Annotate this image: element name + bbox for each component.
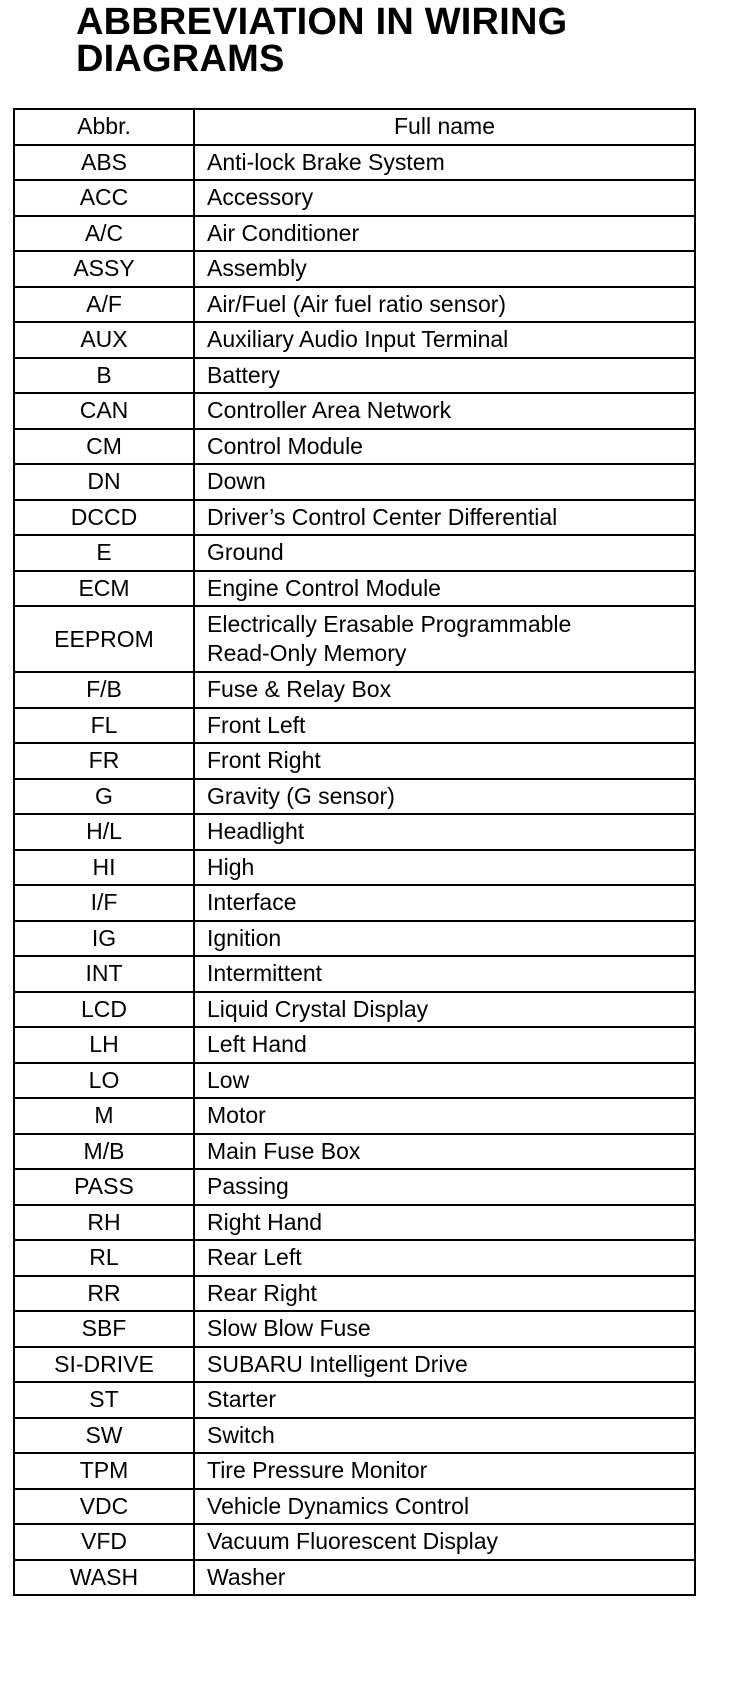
full-name-cell: Main Fuse Box xyxy=(194,1134,695,1170)
abbr-cell: SBF xyxy=(14,1311,194,1347)
table-row xyxy=(14,885,695,921)
table-row xyxy=(14,287,695,323)
abbr-cell: H/L xyxy=(14,814,194,850)
full-name-cell: Starter xyxy=(194,1382,695,1418)
table-row xyxy=(14,1560,695,1596)
full-name-cell: Auxiliary Audio Input Terminal xyxy=(194,322,695,358)
full-name-cell: Vacuum Fluorescent Display xyxy=(194,1524,695,1560)
full-name-cell: Vehicle Dynamics Control xyxy=(194,1489,695,1525)
table-row xyxy=(14,1205,695,1241)
full-name-cell: Right Hand xyxy=(194,1205,695,1241)
table-row xyxy=(14,1311,695,1347)
abbr-cell: DCCD xyxy=(14,500,194,536)
abbr-cell: A/C xyxy=(14,216,194,252)
table-row xyxy=(14,1382,695,1418)
full-name-cell: Liquid Crystal Display xyxy=(194,992,695,1028)
abbr-cell: RR xyxy=(14,1276,194,1312)
table-row xyxy=(14,1063,695,1099)
full-name-cell: Air Conditioner xyxy=(194,216,695,252)
table-row xyxy=(14,814,695,850)
abbr-cell: M/B xyxy=(14,1134,194,1170)
full-name-cell: Assembly xyxy=(194,251,695,287)
full-name-cell: Tire Pressure Monitor xyxy=(194,1453,695,1489)
full-name-cell: Rear Left xyxy=(194,1240,695,1276)
abbr-cell: CAN xyxy=(14,393,194,429)
table-row xyxy=(14,500,695,536)
full-name-cell: Driver’s Control Center Differential xyxy=(194,500,695,536)
abbr-cell: PASS xyxy=(14,1169,194,1205)
table-row xyxy=(14,535,695,571)
table-row xyxy=(14,216,695,252)
abbr-cell: LO xyxy=(14,1063,194,1099)
table-row xyxy=(14,1489,695,1525)
abbr-cell: ABS xyxy=(14,145,194,181)
abbr-cell: A/F xyxy=(14,287,194,323)
abbr-cell: EEPROM xyxy=(14,606,194,672)
full-name-cell: SUBARU Intelligent Drive xyxy=(194,1347,695,1383)
abbr-cell: WASH xyxy=(14,1560,194,1596)
full-name-cell: Slow Blow Fuse xyxy=(194,1311,695,1347)
full-name-cell: Front Left xyxy=(194,708,695,744)
full-name-cell: Accessory xyxy=(194,180,695,216)
table-row xyxy=(14,429,695,465)
table-body xyxy=(14,145,695,1596)
full-name-cell: Switch xyxy=(194,1418,695,1454)
abbr-cell: AUX xyxy=(14,322,194,358)
abbr-cell: IG xyxy=(14,921,194,957)
full-name-cell: Engine Control Module xyxy=(194,571,695,607)
table-row xyxy=(14,180,695,216)
full-name-cell: Washer xyxy=(194,1560,695,1596)
abbreviation-table xyxy=(13,108,696,1596)
table-row xyxy=(14,708,695,744)
table-row xyxy=(14,1240,695,1276)
abbr-cell: SW xyxy=(14,1418,194,1454)
full-name-cell: Battery xyxy=(194,358,695,394)
column-header-abbr: Abbr. xyxy=(14,109,194,145)
abbr-cell: DN xyxy=(14,464,194,500)
abbr-cell: ECM xyxy=(14,571,194,607)
full-name-cell: Left Hand xyxy=(194,1027,695,1063)
abbr-cell: TPM xyxy=(14,1453,194,1489)
table-row xyxy=(14,571,695,607)
page-title: ABBREVIATION IN WIRING DIAGRAMS xyxy=(76,1,568,80)
table-row xyxy=(14,322,695,358)
full-name-cell: Gravity (G sensor) xyxy=(194,779,695,815)
full-name-cell: Fuse & Relay Box xyxy=(194,672,695,708)
full-name-cell: Low xyxy=(194,1063,695,1099)
table-row xyxy=(14,1453,695,1489)
full-name-cell: Headlight xyxy=(194,814,695,850)
table-header-row xyxy=(14,109,695,145)
abbr-cell: HI xyxy=(14,850,194,886)
abbr-cell: CM xyxy=(14,429,194,465)
abbr-cell: INT xyxy=(14,956,194,992)
abbr-cell: FR xyxy=(14,743,194,779)
table-row xyxy=(14,393,695,429)
full-name-cell: Passing xyxy=(194,1169,695,1205)
full-name-cell: Ground xyxy=(194,535,695,571)
abbr-cell: ASSY xyxy=(14,251,194,287)
table-row xyxy=(14,606,695,672)
abbr-cell: LH xyxy=(14,1027,194,1063)
abbr-cell: E xyxy=(14,535,194,571)
abbr-cell: I/F xyxy=(14,885,194,921)
abbr-cell: ST xyxy=(14,1382,194,1418)
table-row xyxy=(14,1418,695,1454)
table-row xyxy=(14,1169,695,1205)
table-row xyxy=(14,251,695,287)
table-row xyxy=(14,1134,695,1170)
full-name-cell: Anti-lock Brake System xyxy=(194,145,695,181)
abbr-cell: VDC xyxy=(14,1489,194,1525)
full-name-cell: Down xyxy=(194,464,695,500)
abbr-cell: F/B xyxy=(14,672,194,708)
abbr-cell: RH xyxy=(14,1205,194,1241)
full-name-cell: Electrically Erasable Programmable Read-Only Memory xyxy=(194,606,695,672)
full-name-cell: Interface xyxy=(194,885,695,921)
full-name-cell: Intermittent xyxy=(194,956,695,992)
full-name-cell: Ignition xyxy=(194,921,695,957)
table-row xyxy=(14,1027,695,1063)
table-row xyxy=(14,779,695,815)
abbr-cell: ACC xyxy=(14,180,194,216)
table-row xyxy=(14,850,695,886)
table-row xyxy=(14,672,695,708)
table-row xyxy=(14,1524,695,1560)
abbr-cell: G xyxy=(14,779,194,815)
table-row xyxy=(14,1347,695,1383)
full-name-cell: Controller Area Network xyxy=(194,393,695,429)
table-row xyxy=(14,145,695,181)
table-row xyxy=(14,1098,695,1134)
abbr-cell: VFD xyxy=(14,1524,194,1560)
full-name-cell: Motor xyxy=(194,1098,695,1134)
table-row xyxy=(14,743,695,779)
abbr-cell: SI-DRIVE xyxy=(14,1347,194,1383)
full-name-cell: Air/Fuel (Air fuel ratio sensor) xyxy=(194,287,695,323)
column-header-full-name: Full name xyxy=(194,109,695,145)
full-name-cell: Control Module xyxy=(194,429,695,465)
table-row xyxy=(14,992,695,1028)
table-row xyxy=(14,956,695,992)
full-name-cell: Front Right xyxy=(194,743,695,779)
abbr-cell: RL xyxy=(14,1240,194,1276)
full-name-cell: Rear Right xyxy=(194,1276,695,1312)
full-name-cell: High xyxy=(194,850,695,886)
table-row xyxy=(14,921,695,957)
abbr-cell: B xyxy=(14,358,194,394)
abbr-cell: LCD xyxy=(14,992,194,1028)
abbr-cell: FL xyxy=(14,708,194,744)
abbr-cell: M xyxy=(14,1098,194,1134)
table-row xyxy=(14,1276,695,1312)
table-row xyxy=(14,464,695,500)
table-row xyxy=(14,358,695,394)
